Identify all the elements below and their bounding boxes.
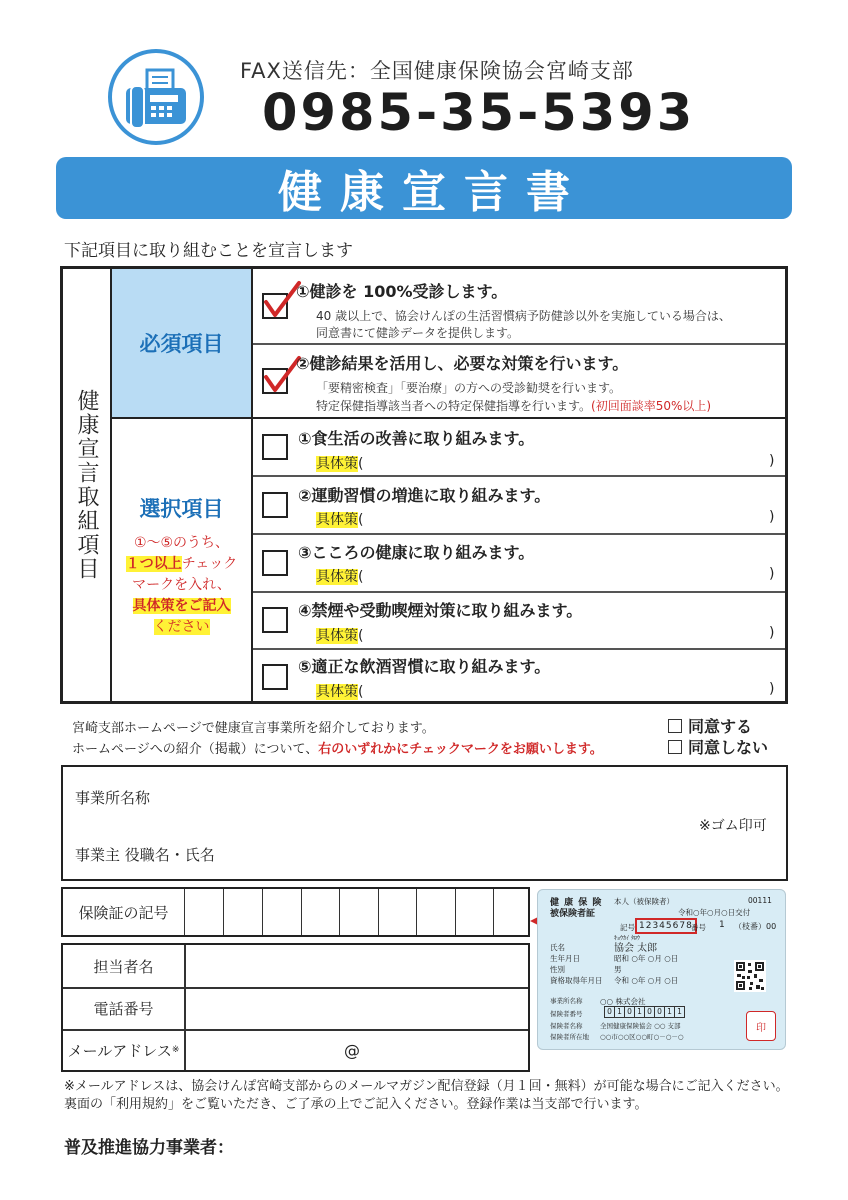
agree-option[interactable]: 同意する — [668, 714, 752, 737]
required-item-2-desc: 特定保健指導該当者への特定保健指導を行います。(初回面談率50%以上) — [316, 399, 712, 413]
card-birth-value: 昭和 ○年 ○月 ○日 — [614, 954, 679, 963]
insurance-symbol-row — [61, 887, 530, 937]
side-label: 健康宣言取組項目 — [74, 389, 99, 581]
selected-item-3-title: ③こころの健康に取り組みます。 — [298, 543, 535, 562]
card-name-value: 協会 太郎 — [614, 943, 658, 954]
insurance-symbol-digit[interactable] — [184, 889, 223, 935]
selected-label: 選択項目 — [139, 497, 224, 521]
person-input[interactable] — [186, 945, 528, 987]
selected-note: ①～⑤のうち、 １つ以上チェック マークを入れ、 具体策をご記入 ください — [125, 535, 238, 635]
required-item-2-title: ②健診結果を活用し、必要な対策を行います。 — [296, 354, 629, 373]
card-seal: 印 — [746, 1011, 776, 1041]
email-label: メールアドレス ※ — [67, 1041, 180, 1060]
paren-close: ) — [769, 566, 775, 582]
insurance-card-sample — [537, 889, 786, 1050]
fax-destination: FAX送信先：全国健康保険協会宮崎支部 — [240, 59, 634, 83]
card-number-top: 00111 — [748, 896, 772, 905]
card-symbol-label: 記号 — [620, 923, 635, 932]
paren-close: ) — [769, 509, 775, 525]
required-item-1-desc: 40 歳以上で、協会けんぽの生活習慣病予防健診以外を実施している場合は、 — [316, 309, 731, 323]
insurance-symbol-digit[interactable] — [301, 889, 339, 935]
declaration-table — [60, 266, 788, 704]
selected-item-1-plan[interactable]: 具体策( — [316, 456, 364, 472]
footnote: ※メールアドレスは、協会けんぽ宮崎支部からのメールマガジン配信登録（月１回・無料）が可能な場合にご記入ください。裏面の「利用規約」をご覧いただき、ご了承の上でご記入ください。登録作業は当支部で行います。 — [64, 1079, 789, 1112]
insurance-symbol-digit[interactable] — [378, 889, 416, 935]
disagree-option[interactable]: 同意しない — [668, 735, 768, 758]
agree-checkbox[interactable] — [668, 719, 682, 733]
card-qual-label: 資格取得年月日 — [550, 976, 603, 985]
card-insurer-name-label: 保険者名称 — [550, 1022, 583, 1030]
page-title: 健康宣言書 — [278, 167, 588, 218]
selected-item-1-checkbox[interactable] — [262, 434, 288, 460]
fax-number: 0985-35-5393 — [262, 84, 696, 143]
promoter-label: 普及推進協力事業者： — [64, 1138, 234, 1158]
selected-item-4-title: ④禁煙や受動喫煙対策に取り組みます。 — [298, 601, 583, 620]
qr-code-icon — [734, 960, 766, 992]
card-number-value: 1 — [719, 920, 725, 930]
card-kana: ｷｮｳｶｲ ﾀﾛｳ — [614, 935, 640, 942]
selected-item-5-title: ⑤適正な飲酒習慣に取り組みます。 — [298, 657, 551, 676]
card-title: 健 康 保 険 — [550, 898, 603, 908]
contact-table — [61, 943, 530, 1072]
card-office-label: 事業所名称 — [550, 997, 583, 1005]
card-sex-value: 男 — [614, 965, 622, 974]
paren-close: ) — [769, 453, 775, 469]
selected-item-3-checkbox[interactable] — [262, 550, 288, 576]
insurance-symbol-digit[interactable] — [416, 889, 455, 935]
paren-close: ) — [769, 681, 775, 697]
insurance-symbol-digit[interactable] — [493, 889, 527, 935]
selected-label-cell — [112, 419, 251, 701]
card-title: 被保険者証 — [550, 909, 596, 919]
insurance-symbol-digit[interactable] — [339, 889, 378, 935]
insurance-symbol-digit[interactable] — [455, 889, 493, 935]
card-insurer-name-value: 全国健康保険協会 ○○ 支部 — [600, 1022, 681, 1030]
selected-item-5-plan[interactable]: 具体策( — [316, 684, 364, 700]
insurance-symbol-digit[interactable] — [262, 889, 301, 935]
owner-label: 事業主 役職名・氏名 — [75, 846, 215, 864]
fax-icon — [107, 48, 205, 146]
person-label: 担当者名 — [93, 957, 154, 976]
card-issue-date: 令和○年○月○日交付 — [678, 908, 751, 917]
card-branch: （枝番）00 — [734, 922, 777, 931]
stamp-note: ※ゴム印可 — [699, 818, 767, 834]
homepage-text-1: 宮崎支部ホームページで健康宣言事業所を紹介しております。 — [72, 721, 435, 736]
card-number-label: 番号 — [691, 923, 706, 932]
selected-item-4-plan[interactable]: 具体策( — [316, 628, 364, 644]
selected-item-1-title: ①食生活の改善に取り組みます。 — [298, 429, 535, 448]
card-symbol-value: 12345678 — [635, 918, 697, 934]
card-holder: 本人（被保険者） — [614, 897, 674, 906]
intro-text: 下記項目に取り組むことを宣言します — [64, 241, 353, 261]
disagree-checkbox[interactable] — [668, 740, 682, 754]
card-office-value: ○○ 株式会社 — [600, 997, 646, 1006]
required-item-1-desc: 同意書にて健診データを提供します。 — [316, 326, 520, 340]
selected-item-2-plan[interactable]: 具体策( — [316, 512, 364, 528]
selected-item-4-checkbox[interactable] — [262, 607, 288, 633]
paren-close: ) — [769, 625, 775, 641]
selected-item-2-title: ②運動習慣の増進に取り組みます。 — [298, 486, 551, 505]
card-insurer-number: 0 1 0 1 0 0 1 1 — [604, 1006, 685, 1018]
card-birth-label: 生年月日 — [550, 954, 580, 963]
title-banner — [56, 157, 792, 219]
insurance-symbol-digit[interactable] — [223, 889, 262, 935]
card-qual-value: 令和 ○年 ○月 ○日 — [614, 976, 679, 985]
selected-item-3-plan[interactable]: 具体策( — [316, 569, 364, 585]
card-insurer-addr-value: ○○市○○区○○町○－○－○ — [600, 1033, 684, 1041]
selected-item-5-checkbox[interactable] — [262, 664, 288, 690]
email-input[interactable]: @ — [344, 1040, 360, 1060]
required-label: 必須項目 — [139, 332, 224, 356]
company-name-label: 事業所名称 — [75, 789, 151, 807]
homepage-text-2: ホームページへの紹介（掲載）について、右のいずれかにチェックマークをお願いします。 — [72, 742, 603, 757]
required-item-1-title: ①健診を 100%受診します。 — [296, 282, 508, 301]
phone-label: 電話番号 — [93, 1000, 154, 1018]
required-label-cell — [112, 269, 251, 417]
card-name-label: 氏名 — [550, 943, 565, 952]
card-insurer-addr-label: 保険者所在地 — [550, 1033, 589, 1041]
required-item-2-desc: 「要精密検査」「要治療」の方への受診勧奨を行います。 — [316, 381, 622, 395]
company-box — [61, 765, 788, 881]
insurance-symbol-label: 保険証の記号 — [78, 903, 169, 922]
phone-input[interactable] — [186, 988, 528, 1029]
card-insurer-no-label: 保険者番号 — [550, 1010, 583, 1018]
card-sex-label: 性別 — [550, 965, 565, 974]
selected-item-2-checkbox[interactable] — [262, 492, 288, 518]
